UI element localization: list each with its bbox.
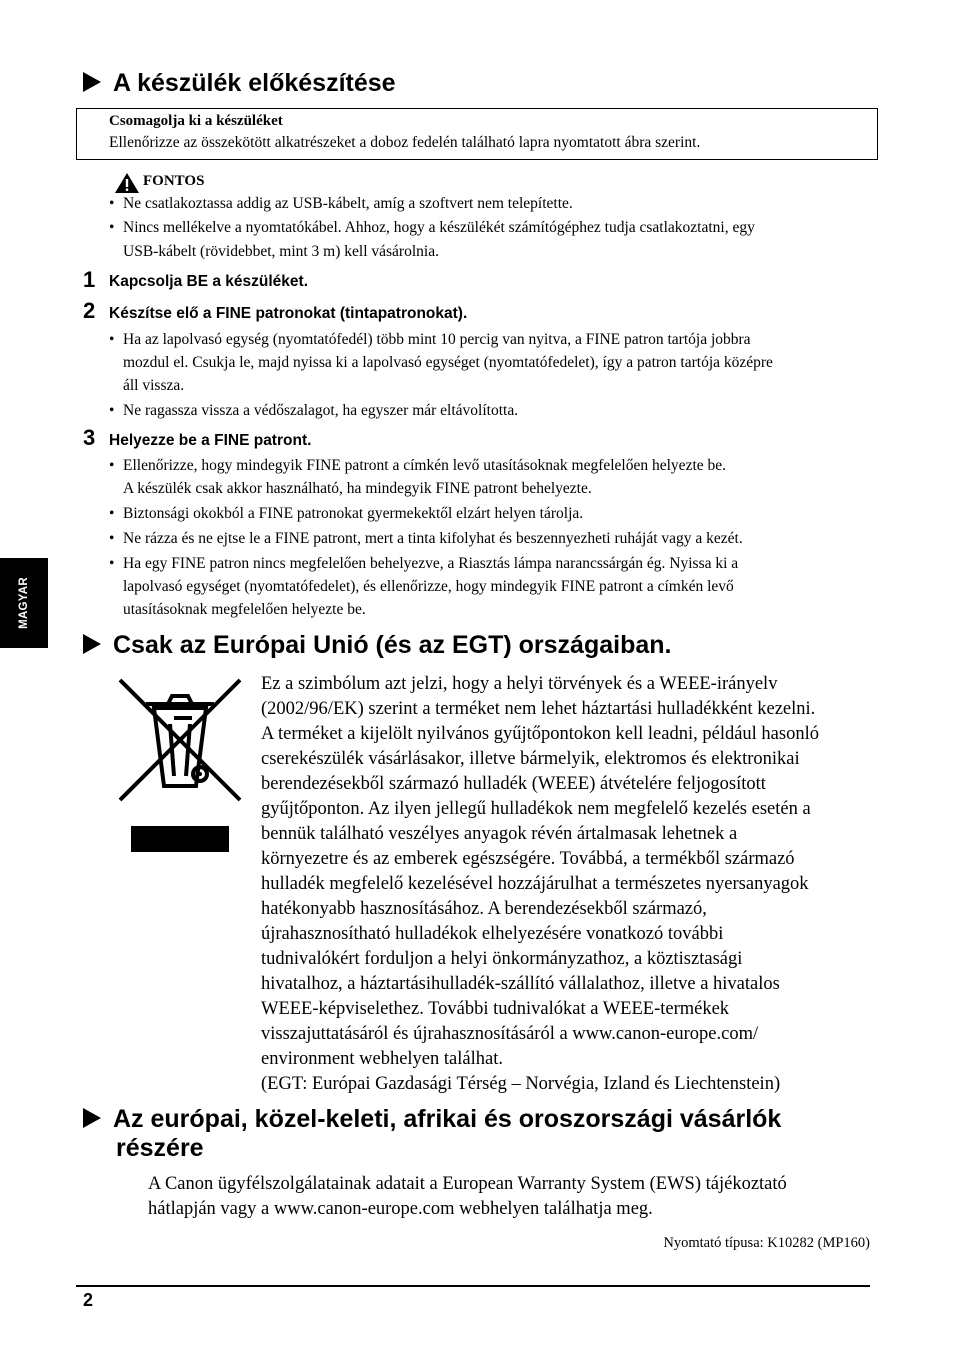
list-item (0, 527, 954, 551)
paragraph-line: berendezésekből származó hulladék (WEEE) átvételére feljogosított (261, 774, 766, 794)
important-bullet-text: Nincs mellékelve a nyomtatókábel. Ahhoz, hogy a készülékét számítógéphez tudja csatlakoztatni, egy (123, 219, 755, 236)
step-number: 3 (83, 425, 96, 450)
paragraph-line: cserekészülék vásárlásakor, illetve bármelyik, elektromos és elektronikai (261, 749, 800, 769)
important-label: FONTOS (143, 173, 205, 189)
step-bullet-text: áll vissza. (123, 377, 185, 394)
step-bullet-text: Ha egy FINE patron nincs megfelelően behelyezve, a Riasztás lámpa narancssárgán ég. Nyissa ki a (123, 555, 739, 572)
crossed-out-wheelie-bin-icon (116, 676, 244, 804)
paragraph-line: hátlapján vagy a www.canon-europe.com webhelyen találhatja meg. (148, 1199, 653, 1219)
important-bullet-text: USB-kábelt (rövidebbet, mint 3 m) kell vásárolnia. (123, 243, 439, 260)
section-heading-customers-text: Az európai, közel-keleti, afrikai és oroszországi vásárlók (113, 1105, 782, 1133)
footer-rule (76, 1285, 870, 1287)
unpack-box-text: Ellenőrizze az összekötött alkatrészeket a doboz fedelén található lapra nyomtatott ábra szerint. (109, 134, 701, 151)
step-bullet-text: Biztonsági okokból a FINE patronokat gyermekektől elzárt helyen tárolja. (123, 505, 584, 522)
paragraph-line: environment webhelyen találhat. (261, 1049, 503, 1069)
step-title: Helyezze be a FINE patront. (109, 432, 312, 449)
list-item (0, 328, 954, 352)
bullet-dot: • (109, 505, 115, 522)
printer-type-label: Nyomtató típusa: K10282 (MP160) (663, 1235, 870, 1251)
list-item-continuation (0, 477, 954, 501)
paragraph-line: A Canon ügyfélszolgálatainak adatait a European Warranty System (EWS) tájékoztató (148, 1174, 787, 1194)
list-item-continuation (0, 374, 954, 398)
triangle-bullet-icon (83, 1108, 101, 1128)
weee-paragraph (261, 672, 881, 1097)
list-item (0, 192, 954, 216)
language-side-tab-label: MAGYAR (18, 577, 31, 629)
section-heading-customers-line2: részére (116, 1134, 204, 1162)
step-bullet-text: Ne rázza és ne ejtse le a FINE patront, mert a tinta kifolyhat és beszennyezheti ruháját vagy a kezét. (123, 530, 743, 547)
paragraph-line: hivatalhoz, a háztartásihulladék-szállító vállalathoz, illetve a hivatalos (261, 974, 780, 994)
weee-black-bar (131, 826, 229, 852)
paragraph-line: újrahasznosítható hulladékok elhelyezésére vonatkozó további (261, 924, 724, 944)
list-item-continuation (0, 598, 954, 622)
paragraph-line: gyűjtőponton. Az ilyen jellegű hulladékok nem megfelelő kezelés esetén a (261, 799, 811, 819)
list-item (0, 502, 954, 526)
step-title: Kapcsolja BE a készüléket. (109, 273, 309, 290)
bullet-dot: • (109, 195, 115, 212)
step-bullet-text: Ne ragassza vissza a védőszalagot, ha egyszer már eltávolította. (123, 402, 519, 419)
section-heading-customers (83, 1104, 781, 1134)
page-number: 2 (83, 1290, 94, 1310)
step-number: 2 (83, 298, 96, 323)
step-number: 1 (83, 267, 96, 292)
section-heading-eu (83, 630, 671, 660)
list-item-continuation (0, 351, 954, 375)
triangle-bullet-icon (83, 634, 101, 654)
paragraph-line: A terméket a kijelölt nyilvános gyűjtőpontokon kell leadni, például hasonló (261, 724, 819, 744)
bullet-dot: • (109, 555, 115, 572)
section-heading-eu-text: Csak az Európai Unió (és az EGT) országaiban. (113, 631, 672, 659)
list-item (0, 216, 954, 240)
important-bullets (0, 192, 954, 264)
paragraph-line: Ez a szimbólum azt jelzi, hogy a helyi törvények és a WEEE-irányelv (261, 674, 778, 694)
paragraph-line: WEEE-képviselethez. További tudnivalókat a WEEE-termékek (261, 999, 730, 1019)
bullet-dot: • (109, 530, 115, 547)
paragraph-line: (EGT: Európai Gazdasági Térség – Norvégia, Izland és Liechtenstein) (261, 1074, 781, 1094)
list-item-continuation (0, 240, 954, 264)
step-bullet-text: utasításoknak megfelelően helyezte be. (123, 601, 366, 618)
bullet-dot: • (109, 402, 115, 419)
unpack-box-title: Csomagolja ki a készüléket (109, 113, 283, 129)
paragraph-line: tudnivalókért forduljon a helyi önkormányzathoz, a köztisztasági (261, 949, 743, 969)
customer-service-paragraph (148, 1172, 787, 1222)
important-bullet-text: Ne csatlakoztassa addig az USB-kábelt, amíg a szoftvert nem telepítette. (123, 195, 573, 212)
step-bullet-text: mozdul el. Csukja le, majd nyissa ki a lapolvasó egységet (nyomtatófedelet), így a patron tartója középre (123, 354, 773, 371)
paragraph-line: környezetre és az emberek egészségére. Továbbá, a termékből származó (261, 849, 795, 869)
bullet-dot: • (109, 331, 115, 348)
warning-icon (114, 172, 140, 194)
step-bullet-text: lapolvasó egységet (nyomtatófedelet), és ellenőrizze, hogy mindegyik FINE patront a címkén levő (123, 578, 734, 595)
list-item (0, 454, 954, 478)
step-title: Készítse elő a FINE patronokat (tintapatronokat). (109, 305, 468, 322)
step-bullet-text: A készülék csak akkor használható, ha mindegyik FINE patront behelyezte. (123, 480, 592, 497)
paragraph-line: hatékonyabb hasznosításához. A berendezésekből származó, (261, 899, 707, 919)
paragraph-line: bennük található veszélyes anyagok révén ártalmasak lehetnek a (261, 824, 738, 844)
list-item (0, 552, 954, 576)
paragraph-line: hulladék megfelelő kezelésével hozzájárulhat a természetes nyersanyagok (261, 874, 809, 894)
step3-bullets (0, 454, 954, 624)
list-item-continuation (0, 575, 954, 599)
step-bullet-text: Ellenőrizze, hogy mindegyik FINE patront a címkén levő utasításoknak megfelelően helyezte be. (123, 457, 727, 474)
list-item (0, 399, 954, 423)
step2-bullets (0, 328, 954, 424)
section-heading-preparation-text: A készülék előkészítése (113, 69, 396, 97)
triangle-bullet-icon (83, 72, 101, 92)
paragraph-line: visszajuttatásáról és újrahasznosításáról a www.canon-europe.com/ (261, 1024, 759, 1044)
paragraph-line: (2002/96/EK) szerint a terméket nem lehet háztartási hulladékként kezelni. (261, 699, 816, 719)
section-heading-preparation (83, 68, 396, 98)
step-bullet-text: Ha az lapolvasó egység (nyomtatófedél) több mint 10 percig van nyitva, a FINE patron tartója jobbra (123, 331, 751, 348)
bullet-dot: • (109, 219, 115, 236)
bullet-dot: • (109, 457, 115, 474)
